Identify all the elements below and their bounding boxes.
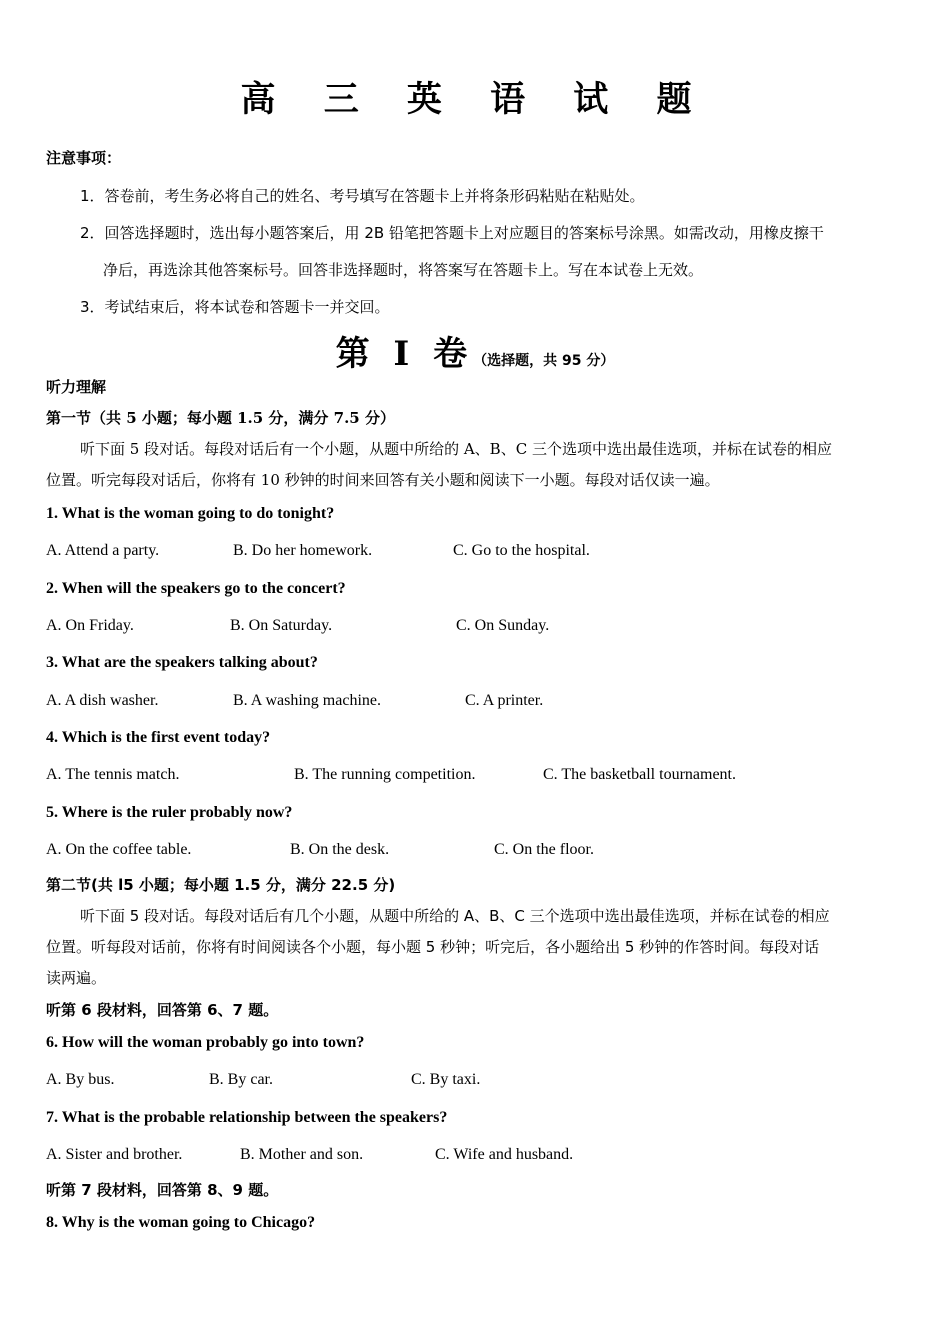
- section-2-intro-line-3: 读两遍。: [46, 969, 107, 987]
- note-item-2-line-1: 2．回答选择题时，选出每小题答案后，用 2B 铅笔把答题卡上对应题目的答案标号涂黑。如需改动，用橡皮擦干: [80, 224, 824, 242]
- question-2: 2. When will the speakers go to the concert?: [46, 580, 346, 597]
- notes-heading: 注意事项：: [46, 149, 122, 167]
- volume-title: 第 I 卷: [335, 334, 474, 374]
- question-4-option-c: C. The basketball tournament.: [543, 766, 736, 783]
- question-6-option-b: B. By car.: [209, 1071, 273, 1088]
- question-3-option-b: B. A washing machine.: [233, 692, 381, 709]
- question-1: 1. What is the woman going to do tonight?: [46, 505, 335, 522]
- question-5-option-a: A. On the coffee table.: [46, 841, 192, 858]
- note-item-1: 1．答卷前，考生务必将自己的姓名、考号填写在答题卡上并将条形码粘贴在粘贴处。: [80, 187, 645, 205]
- volume-heading: [0, 326, 950, 375]
- question-4-option-a: A. The tennis match.: [46, 766, 180, 783]
- question-8: 8. Why is the woman going to Chicago?: [46, 1214, 316, 1231]
- question-3-option-a: A. A dish washer.: [46, 692, 159, 709]
- question-1-option-a: A. Attend a party.: [46, 542, 160, 559]
- question-5: 5. Where is the ruler probably now?: [46, 804, 293, 821]
- question-3-option-c: C. A printer.: [465, 692, 544, 709]
- listening-heading: 听力理解: [46, 378, 107, 396]
- question-5-option-c: C. On the floor.: [494, 841, 594, 858]
- section-1-intro-line-2: 位置。听完每段对话后，你将有 10 秒钟的时间来回答有关小题和阅读下一小题。每段对话仅读一遍。: [46, 471, 720, 489]
- question-6-option-c: C. By taxi.: [411, 1071, 481, 1088]
- question-1-option-c: C. Go to the hospital.: [453, 542, 590, 559]
- question-2-option-a: A. On Friday.: [46, 617, 134, 634]
- note-item-3: 3．考试结束后，将本试卷和答题卡一并交回。: [80, 298, 390, 316]
- note-item-2-line-2: 净后，再选涂其他答案标号。回答非选择题时，将答案写在答题卡上。写在本试卷上无效。: [103, 261, 704, 279]
- material-6-heading: 听第 6 段材料，回答第 6、7 题。: [46, 1001, 279, 1019]
- question-1-option-b: B. Do her homework.: [233, 542, 373, 559]
- section-1-intro-line-1: 听下面 5 段对话。每段对话后有一个小题，从题中所给的 A、B、C 三个选项中选出最佳选项，并标在试卷的相应: [80, 440, 832, 458]
- question-5-option-b: B. On the desk.: [290, 841, 390, 858]
- volume-note: （选择题，共 95 分）: [473, 353, 615, 369]
- material-7-heading: 听第 7 段材料，回答第 8、9 题。: [46, 1181, 279, 1199]
- question-7-option-a: A. Sister and brother.: [46, 1146, 183, 1163]
- question-7-option-b: B. Mother and son.: [240, 1146, 364, 1163]
- question-4-option-b: B. The running competition.: [294, 766, 476, 783]
- question-3: 3. What are the speakers talking about?: [46, 654, 318, 671]
- question-2-option-b: B. On Saturday.: [230, 617, 333, 634]
- section-1-heading: 第一节（共 5 小题；每小题 1.5 分，满分 7.5 分）: [46, 409, 395, 427]
- section-2-intro-line-1: 听下面 5 段对话。每段对话后有几个小题，从题中所给的 A、B、C 三个选项中选出最佳选项，并标在试卷的相应: [80, 907, 830, 925]
- question-7: 7. What is the probable relationship between the speakers?: [46, 1109, 448, 1126]
- question-6-option-a: A. By bus.: [46, 1071, 115, 1088]
- page-title: 高 三 英 语 试 题: [240, 79, 710, 120]
- question-6: 6. How will the woman probably go into town?: [46, 1034, 365, 1051]
- section-2-heading: 第二节(共 l5 小题；每小题 1.5 分，满分 22.5 分): [46, 876, 396, 894]
- question-4: 4. Which is the first event today?: [46, 729, 271, 746]
- question-7-option-c: C. Wife and husband.: [435, 1146, 574, 1163]
- question-2-option-c: C. On Sunday.: [456, 617, 550, 634]
- section-2-intro-line-2: 位置。听每段对话前，你将有时间阅读各个小题，每小题 5 秒钟；听完后，各小题给出 5 秒钟的作答时间。每段对话: [46, 938, 820, 956]
